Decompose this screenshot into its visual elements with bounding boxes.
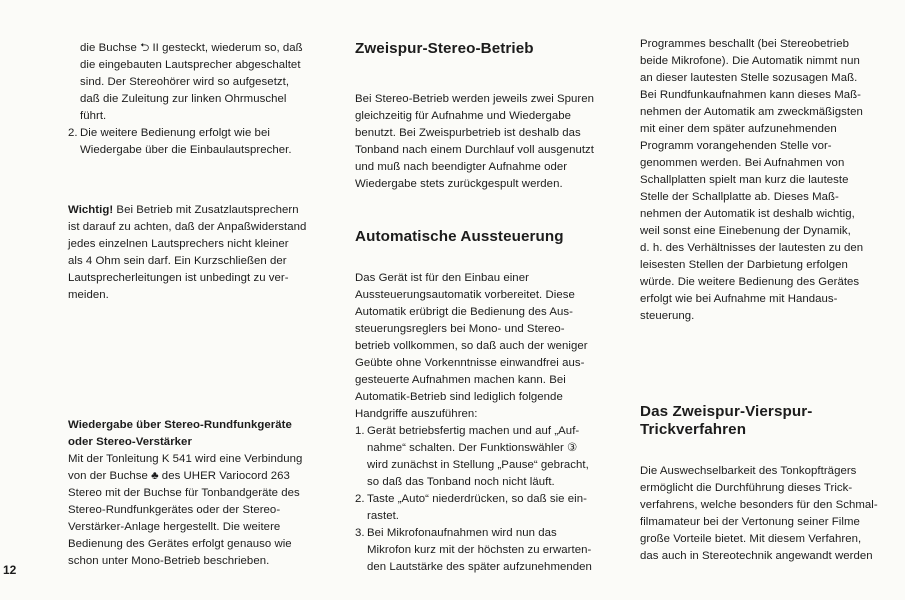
heading-line: Trickverfahren <box>640 421 747 438</box>
text-line: steuerung. <box>640 310 695 322</box>
text-line: Handgriffe auszuführen: <box>355 408 478 420</box>
trick-method-paragraph <box>640 463 895 565</box>
list-number: 2. <box>355 493 365 505</box>
warning-label: Wichtig! <box>68 204 114 216</box>
text-line: genommen werden. Bei Aufnahmen von <box>640 157 845 169</box>
column-middle <box>355 40 610 576</box>
auto-level-continued-paragraph <box>640 36 895 325</box>
text-line: Aussteuerungsautomatik vorbereitet. Diese <box>355 289 575 301</box>
list-number: 2. <box>68 127 78 139</box>
text-line: Die Auswechselbarkeit des Tonkopfträgers <box>640 465 857 477</box>
text-line: leisesten Stellen der Darbietung erfolgen <box>640 259 848 271</box>
text-line: so daß das Tonband noch nicht läuft. <box>367 476 555 488</box>
text-line: das auch in Stereotechnik angewandt werden <box>640 550 873 562</box>
text-line: Stelle der Schallplatte ab. Dieses Maß- <box>640 191 839 203</box>
text-line: mit einer dem später aufzunehmenden <box>640 123 837 135</box>
stereo-playback-paragraph <box>68 451 336 570</box>
text-line: Wiedergabe stets zurückgespult werden. <box>355 178 563 190</box>
text-line: von der Buchse ♣ des UHER Variocord 263 <box>68 470 290 482</box>
text-line: Mikrofon kurz mit der höchsten zu erwarten- <box>367 544 592 556</box>
section-heading-auto-level: Automatische Aussteuerung <box>355 228 564 245</box>
heading-line: Wiedergabe über Stereo-Rundfunkgeräte <box>68 419 292 431</box>
text-line: Automatik-Betrieb sind lediglich folgende <box>355 391 563 403</box>
warning-paragraph <box>68 202 336 304</box>
text-line: als 4 Ohm sein darf. Ein Kurzschließen der <box>68 255 287 267</box>
text-line: Geübte ohne Vorkenntnisse einwandfrei aus- <box>355 357 585 369</box>
text-line: Mit der Tonleitung K 541 wird eine Verbindung <box>68 453 303 465</box>
text-line: ist darauf zu achten, daß der Anpaßwiderstand <box>68 221 307 233</box>
text-line: große Vorteile bietet. Mit diesem Verfahren, <box>640 533 862 545</box>
text-line: nahme“ schalten. Der Funktionswähler ③ <box>367 442 578 454</box>
text-line: betrieb vollkommen, so daß auch der weniger <box>355 340 588 352</box>
text-line: würde. Die weitere Bedienung des Gerätes <box>640 276 860 288</box>
text-line: benutzt. Bei Zweispurbetrieb ist deshalb das <box>355 127 581 139</box>
column-left <box>68 40 336 570</box>
text-line: Bedienung des Gerätes erfolgt genauso wie <box>68 538 292 550</box>
text-line: führt. <box>80 110 107 122</box>
text-line: Programmes beschallt (bei Stereobetrieb <box>640 38 849 50</box>
section-heading-stereo-playback <box>68 417 336 451</box>
text-line: nehmen der Automatik am zweckmäßigsten <box>640 106 863 118</box>
heading-line: Das Zweispur-Vierspur- <box>640 403 813 420</box>
heading-line: oder Stereo-Verstärker <box>68 436 192 448</box>
text-line: Wiedergabe über die Einbaulautsprecher. <box>80 144 292 156</box>
text-line: sind. Der Stereohörer wird so aufgesetzt, <box>80 76 290 88</box>
text-line: den Lautstärke des später aufzunehmenden <box>367 561 592 573</box>
two-track-paragraph <box>355 91 610 193</box>
column-right <box>640 36 895 565</box>
text-line: Bei Mikrofonaufnahmen wird nun das <box>367 527 557 539</box>
text-line: ermöglicht die Durchführung dieses Trick- <box>640 482 853 494</box>
page-number: 12 <box>3 563 17 577</box>
text-line: Gerät betriebsfertig machen und auf „Auf- <box>367 425 580 437</box>
text-line: Bei Rundfunkaufnahmen kann dieses Maß- <box>640 89 861 101</box>
list-item-1 <box>355 423 610 491</box>
text-line: Verstärker-Anlage hergestellt. Die weitere <box>68 521 281 533</box>
text-line: Tonband nach einem Durchlauf voll ausgenutzt <box>355 144 595 156</box>
text-line: gleichzeitig für Aufnahme und Wiedergabe <box>355 110 572 122</box>
text-line: nehmen der Automatik ist deshalb wichtig, <box>640 208 855 220</box>
text-line: Das Gerät ist für den Einbau einer <box>355 272 529 284</box>
text-line: die eingebauten Lautsprecher abgeschaltet <box>80 59 301 71</box>
text-line: beide Mikrofone). Die Automatik nimmt nun <box>640 55 860 67</box>
text-line: Programm vorangehenden Stelle vor- <box>640 140 832 152</box>
text-line: gesteuerte Aufnahmen machen kann. Bei <box>355 374 566 386</box>
text-line: rastet. <box>367 510 400 522</box>
auto-level-paragraph <box>355 270 610 423</box>
text-line: Taste „Auto“ niederdrücken, so daß sie ein- <box>367 493 587 505</box>
list-number: 1. <box>355 425 365 437</box>
text-line: weil sonst eine Einebenung der Dynamik, <box>640 225 851 237</box>
text-line: und muß nach beendigter Aufnahme oder <box>355 161 568 173</box>
text-line: schon unter Mono-Betrieb beschrieben. <box>68 555 270 567</box>
list-item-2 <box>68 125 336 159</box>
text-line: erfolgt wie bei Aufnahme mit Handaus- <box>640 293 838 305</box>
text-line: meiden. <box>68 289 109 301</box>
text-line: Stereo mit der Buchse für Tonbandgeräte des <box>68 487 300 499</box>
text-line: Stereo-Rundfunkgerätes oder der Stereo- <box>68 504 281 516</box>
text-line: Lautsprecherleitungen ist unbedingt zu ver- <box>68 272 289 284</box>
section-heading-trick-method <box>640 403 895 439</box>
text-line: daß die Zuleitung zur linken Ohrmuschel <box>80 93 287 105</box>
intro-paragraph <box>68 40 336 125</box>
text-line: filmamateur bei der Vertonung seiner Filme <box>640 516 860 528</box>
text-line: jedes einzelnen Lautsprechers nicht kleiner <box>68 238 289 250</box>
list-item-2 <box>355 491 610 525</box>
text-line: Bei Betrieb mit Zusatzlautsprechern <box>113 204 299 216</box>
list-item-3 <box>355 525 610 576</box>
text-line: verfahrens, welche besonders für den Schmal- <box>640 499 878 511</box>
text-line: Die weitere Bedienung erfolgt wie bei <box>80 127 270 139</box>
text-line: Schallplatten spielt man kurz die lauteste <box>640 174 849 186</box>
section-heading-two-track-stereo: Zweispur-Stereo-Betrieb <box>355 40 534 57</box>
text-line: steuerungsreglers bei Mono- und Stereo- <box>355 323 565 335</box>
text-line: die Buchse ⮌ II gesteckt, wiederum so, daß <box>80 42 303 54</box>
text-line: Bei Stereo-Betrieb werden jeweils zwei Spuren <box>355 93 595 105</box>
text-line: an dieser lautesten Stelle sozusagen Maß. <box>640 72 858 84</box>
text-line: Automatik erübrigt die Bedienung des Aus- <box>355 306 573 318</box>
text-line: wird zunächst in Stellung „Pause“ gebracht, <box>367 459 589 471</box>
list-number: 3. <box>355 527 365 539</box>
text-line: d. h. des Verhältnisses der lautesten zu den <box>640 242 864 254</box>
